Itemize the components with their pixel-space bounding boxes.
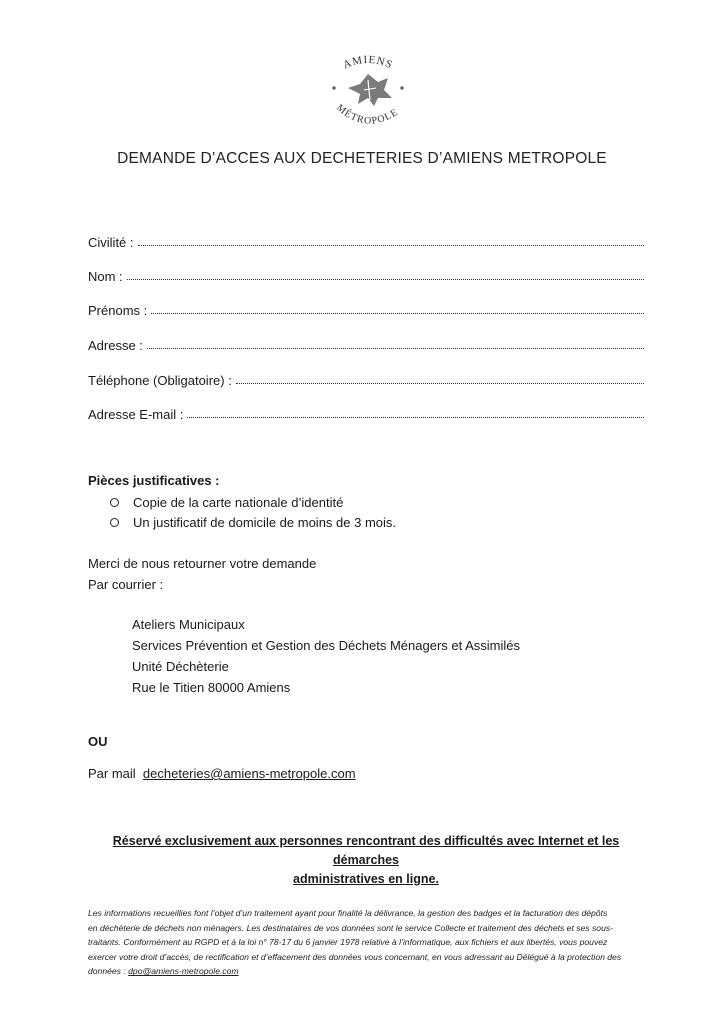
dotted-line bbox=[236, 383, 644, 384]
reserve-line-2: administratives en ligne. bbox=[293, 872, 439, 886]
legal-line-4: exercer votre droit d’accès, de rectification et d’effacement des données vous concernant, en vous adressant au Délégué à la protection des bbox=[88, 951, 622, 962]
address-line-3: Unité Déchèterie bbox=[132, 659, 229, 674]
return-line-1: Merci de nous retourner votre demande bbox=[88, 556, 317, 571]
amiens-metropole-logo bbox=[318, 44, 418, 136]
mail-line bbox=[88, 766, 356, 781]
svg-text:AMIENS bbox=[341, 54, 394, 72]
legal-line-5 bbox=[88, 964, 644, 979]
address-line-1: Ateliers Municipaux bbox=[132, 617, 245, 632]
field-label: Civilité : bbox=[88, 235, 134, 250]
dpo-email-link[interactable]: dpo@amiens-metropole.com bbox=[128, 966, 239, 977]
legal-line-2: en déchèterie de déchets non ménagers. Les destinataires de vos données sont le service Collecte et traitement des déchets et ses sous- bbox=[88, 922, 614, 933]
legal-line-3: traitants. Conformément au RGPD et à la loi n° 78-17 du 6 janvier 1978 relative à l’informatique, aux fichiers et aux libertés, vous pouvez bbox=[88, 937, 608, 948]
address-line-4: Rue le Titien 80000 Amiens bbox=[132, 680, 291, 695]
field-label: Prénoms : bbox=[88, 303, 148, 318]
dotted-line bbox=[147, 348, 644, 349]
decheteries-email-link[interactable]: decheteries@amiens-metropole.com bbox=[142, 766, 356, 781]
field-label: Adresse : bbox=[88, 338, 143, 353]
leaf-emblem-icon bbox=[318, 44, 418, 136]
dotted-line bbox=[127, 279, 644, 280]
list-item bbox=[110, 495, 343, 510]
pieces-item-1: Copie de la carte nationale d’identité bbox=[133, 495, 344, 510]
pieces-heading: Pièces justificatives : bbox=[88, 473, 220, 488]
dotted-line bbox=[138, 245, 644, 246]
nom-field[interactable] bbox=[88, 264, 644, 284]
legal-line-1: Les informations recueillies font l’objet d’un traitement ayant pour finalité la délivrance, la gestion des badges et la facturation des dépôts bbox=[88, 908, 608, 918]
legal-last-prefix: données : bbox=[88, 966, 126, 977]
circle-bullet-icon bbox=[110, 498, 119, 507]
list-item bbox=[110, 515, 396, 530]
reserve-line-1: Réservé exclusivement aux personnes rencontrant des difficultés avec Internet et les démarches bbox=[112, 834, 620, 867]
logo-bottom-text: MÉTROPOLE bbox=[334, 102, 401, 127]
dotted-line bbox=[187, 417, 644, 418]
field-label: Téléphone (Obligatoire) : bbox=[88, 373, 232, 388]
svg-text:MÉTROPOLE bbox=[334, 102, 400, 126]
reserve-notice bbox=[88, 832, 644, 889]
field-label: Adresse E-mail : bbox=[88, 407, 184, 422]
address-line-2: Services Prévention et Gestion des Déchets Ménagers et Assimilés bbox=[132, 638, 521, 653]
field-label: Nom : bbox=[88, 269, 123, 284]
pieces-item-2: Un justificatif de domicile de moins de 3 mois. bbox=[133, 515, 397, 530]
email-field[interactable] bbox=[88, 402, 644, 422]
page-title: DEMANDE D’ACCES AUX DECHETERIES D’AMIENS METROPOLE bbox=[117, 150, 607, 167]
telephone-field[interactable] bbox=[88, 368, 644, 388]
civilite-field[interactable] bbox=[88, 230, 644, 250]
logo-top-text: AMIENS bbox=[341, 53, 395, 72]
prenoms-field[interactable] bbox=[88, 298, 644, 318]
legal-notice bbox=[88, 906, 644, 979]
dotted-line bbox=[151, 313, 644, 314]
circle-bullet-icon bbox=[110, 518, 119, 527]
ou-label: OU bbox=[88, 734, 108, 749]
mail-prefix: Par mail bbox=[88, 766, 136, 781]
adresse-field[interactable] bbox=[88, 333, 644, 353]
return-line-2: Par courrier : bbox=[88, 577, 164, 592]
